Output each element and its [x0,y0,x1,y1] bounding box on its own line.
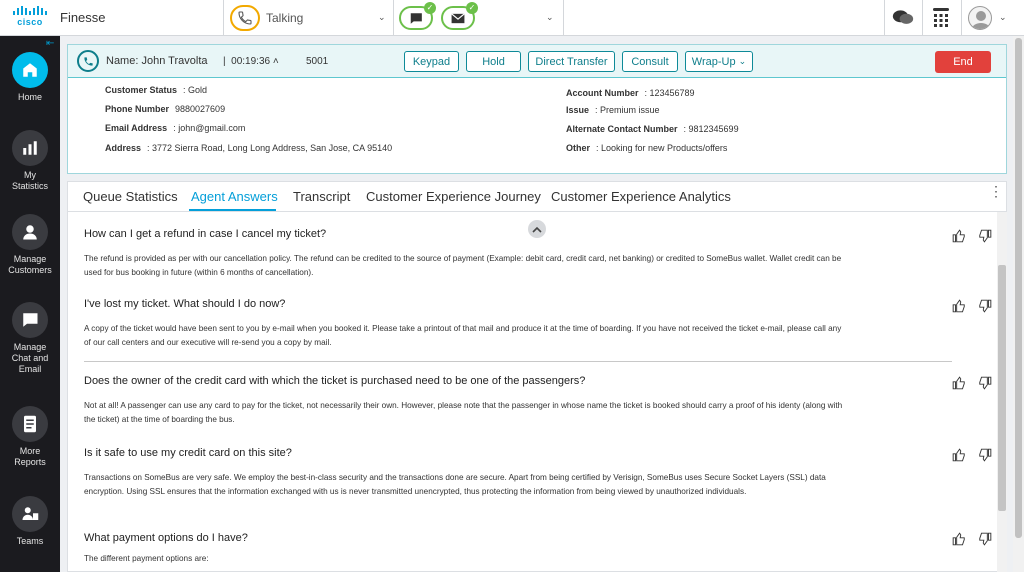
teams-icon [20,505,40,523]
agent-state-button[interactable] [230,5,260,31]
cisco-logo [12,6,48,30]
account-number-field: Account Number : 123456789 [566,88,695,98]
answer-item [84,375,964,426]
chat-email-icon [21,311,39,329]
statistics-icon [21,139,39,157]
answer-question: Does the owner of the credit card with which the ticket is purchased need to be one of the passengers? [84,375,586,387]
email-icon [451,13,465,24]
nav-item-more-reports[interactable] [0,406,60,468]
alternate-contact-field: Alternate Contact Number : 9812345699 [566,124,739,134]
issue-field: Issue : Premium issue [566,105,660,115]
tab-customer-experience-journey[interactable]: Customer Experience Journey [366,189,541,204]
chat-channel-toggle[interactable] [399,3,434,30]
answer-item [84,532,964,566]
tab-transcript[interactable]: Transcript [293,189,351,204]
more-options-icon[interactable]: ⋮ [989,183,1003,199]
phone-icon [237,10,253,26]
thumbs-down-icon[interactable] [978,448,992,462]
other-field: Other : Looking for new Products/offers [566,143,728,153]
tab-queue-statistics[interactable]: Queue Statistics [83,189,178,204]
chat-icon [409,12,423,25]
answer-item [84,228,964,279]
call-header [68,45,1006,78]
answer-divider [84,361,952,362]
answer-question: I've lost my ticket. What should I do now? [84,298,286,310]
answer-text: Transactions on SomeBus are very safe. We employ the best-in-class security and the transactions done are secure. Apart from being certified by Verisign, SomeBus uses Secure Socket Layers (SSL) data encryption. Using SSL ensures that the information exchanged with us is never transmitted unencrypted, thus protecting the information from being viewed by unauthorized individuals. [84,473,826,496]
answer-text: Not at all! A passenger can use any card to pay for the ticket, not necessarily their own. However, please note that the passenger in whose name the ticket is booked should carry a proof of his identy (along with the ticket) at the time of boarding the bus. [84,401,843,424]
nav-item-manage-chat-email[interactable] [0,302,60,375]
hold-button[interactable]: Hold [466,51,521,72]
thumbs-down-icon[interactable] [978,299,992,313]
nav-label: Teams [16,536,44,546]
ready-check-icon: ✓ [424,2,436,14]
consult-button[interactable]: Consult [622,51,678,72]
page-scrollbar-thumb[interactable] [1015,38,1022,538]
active-call-icon [77,50,99,72]
thumbs-down-icon[interactable] [978,376,992,390]
thumbs-up-icon[interactable] [952,299,966,313]
tab-agent-answers[interactable]: Agent Answers [191,189,278,204]
answer-item [84,447,964,498]
answer-question: Is it safe to use my credit card on this site? [84,447,292,459]
call-control-card [67,44,1007,174]
wrap-up-button[interactable] [685,51,753,72]
phone-number-field: Phone Number 9880027609 [105,104,226,114]
agent-gadget-panel [67,181,1007,572]
reports-icon [22,415,38,433]
dialpad-icon[interactable] [929,6,953,30]
chevron-down-icon: ⌄ [738,56,747,66]
collapse-nav-icon[interactable]: ⇤ [46,38,55,49]
email-address-field: Email Address : john@gmail.com [105,123,246,133]
nav-item-teams[interactable] [0,496,60,547]
nav-item-manage-customers[interactable] [0,214,60,276]
user-avatar-icon[interactable] [968,6,992,30]
nav-label: My Statistics [11,170,48,191]
thumbs-up-icon[interactable] [952,229,966,243]
nav-item-my-statistics[interactable] [0,130,60,192]
caller-name: Name: John Travolta [106,55,208,67]
top-bar [0,0,1024,36]
agent-state-label: Talking [266,11,304,25]
extension: 5001 [306,56,329,67]
thumbs-up-icon[interactable] [952,532,966,546]
nav-item-home[interactable] [0,52,60,103]
page-scrollbar[interactable] [1013,36,1024,572]
chevron-down-icon[interactable]: ⌄ [378,12,386,22]
thumbs-down-icon[interactable] [978,229,992,243]
active-tab-indicator [189,209,276,211]
customer-status-field: Customer Status : Gold [105,85,208,95]
chevron-up-icon[interactable]: ˄ [272,56,279,67]
feedback-buttons [952,376,992,390]
customers-icon [21,223,39,241]
chevron-down-icon[interactable]: ⌄ [999,12,1007,22]
nav-label: Home [17,92,42,102]
wrap-up-label: Wrap-Up [691,55,736,68]
ready-check-icon: ✓ [466,2,478,14]
keypad-button[interactable]: Keypad [404,51,459,72]
tab-customer-experience-analytics[interactable]: Customer Experience Analytics [551,189,731,204]
address-field: Address : 3772 Sierra Road, Long Long Address, San Jose, CA 95140 [105,143,393,153]
feedback-buttons [952,299,992,313]
call-timer-value: 00:19:36 [231,56,271,67]
nav-label: Manage Customers [8,254,52,275]
left-nav [0,36,60,572]
help-chat-icon[interactable] [891,6,915,30]
direct-transfer-button[interactable]: Direct Transfer [528,51,615,72]
answer-text: The refund is provided as per with our cancellation policy. The refund can be credited to the source of payment (Example: debit card, credit card, net banking) or credited to SomeBus wallet. Wallet credit can be used for bus booking in future (within 6 months of cancellation). [84,254,842,277]
thumbs-up-icon[interactable] [952,448,966,462]
answer-text: A copy of the ticket would have been sent to you by e-mail when you booked it. Please take a printout of that mail and produce it at the time of boarding. If you have not received the ticket e-mail, please call any of our call centers and our executive will re-send you a copy by mail. [84,324,842,347]
nav-label: More Reports [14,446,46,467]
thumbs-up-icon[interactable] [952,376,966,390]
feedback-buttons [952,532,992,546]
call-timer: | 00:19:36 ˄ [223,56,279,67]
answers-scrollbar[interactable] [997,212,1007,572]
answer-text: The different payment options are: [84,554,209,563]
tab-bar [68,182,1006,212]
app-name: Finesse [60,10,106,25]
thumbs-down-icon[interactable] [978,532,992,546]
email-channel-toggle[interactable] [441,3,476,30]
brand-name: cisco [17,17,43,27]
feedback-buttons [952,448,992,462]
end-call-button[interactable]: End [935,51,991,73]
answer-question: What payment options do I have? [84,532,248,544]
chevron-down-icon[interactable]: ⌄ [546,12,554,22]
answer-question: How can I get a refund in case I cancel my ticket? [84,228,327,240]
answer-item [84,298,964,349]
answers-scrollbar-thumb[interactable] [998,265,1006,511]
home-icon [21,61,39,79]
nav-label: Manage Chat and Email [11,342,49,374]
feedback-buttons [952,229,992,243]
